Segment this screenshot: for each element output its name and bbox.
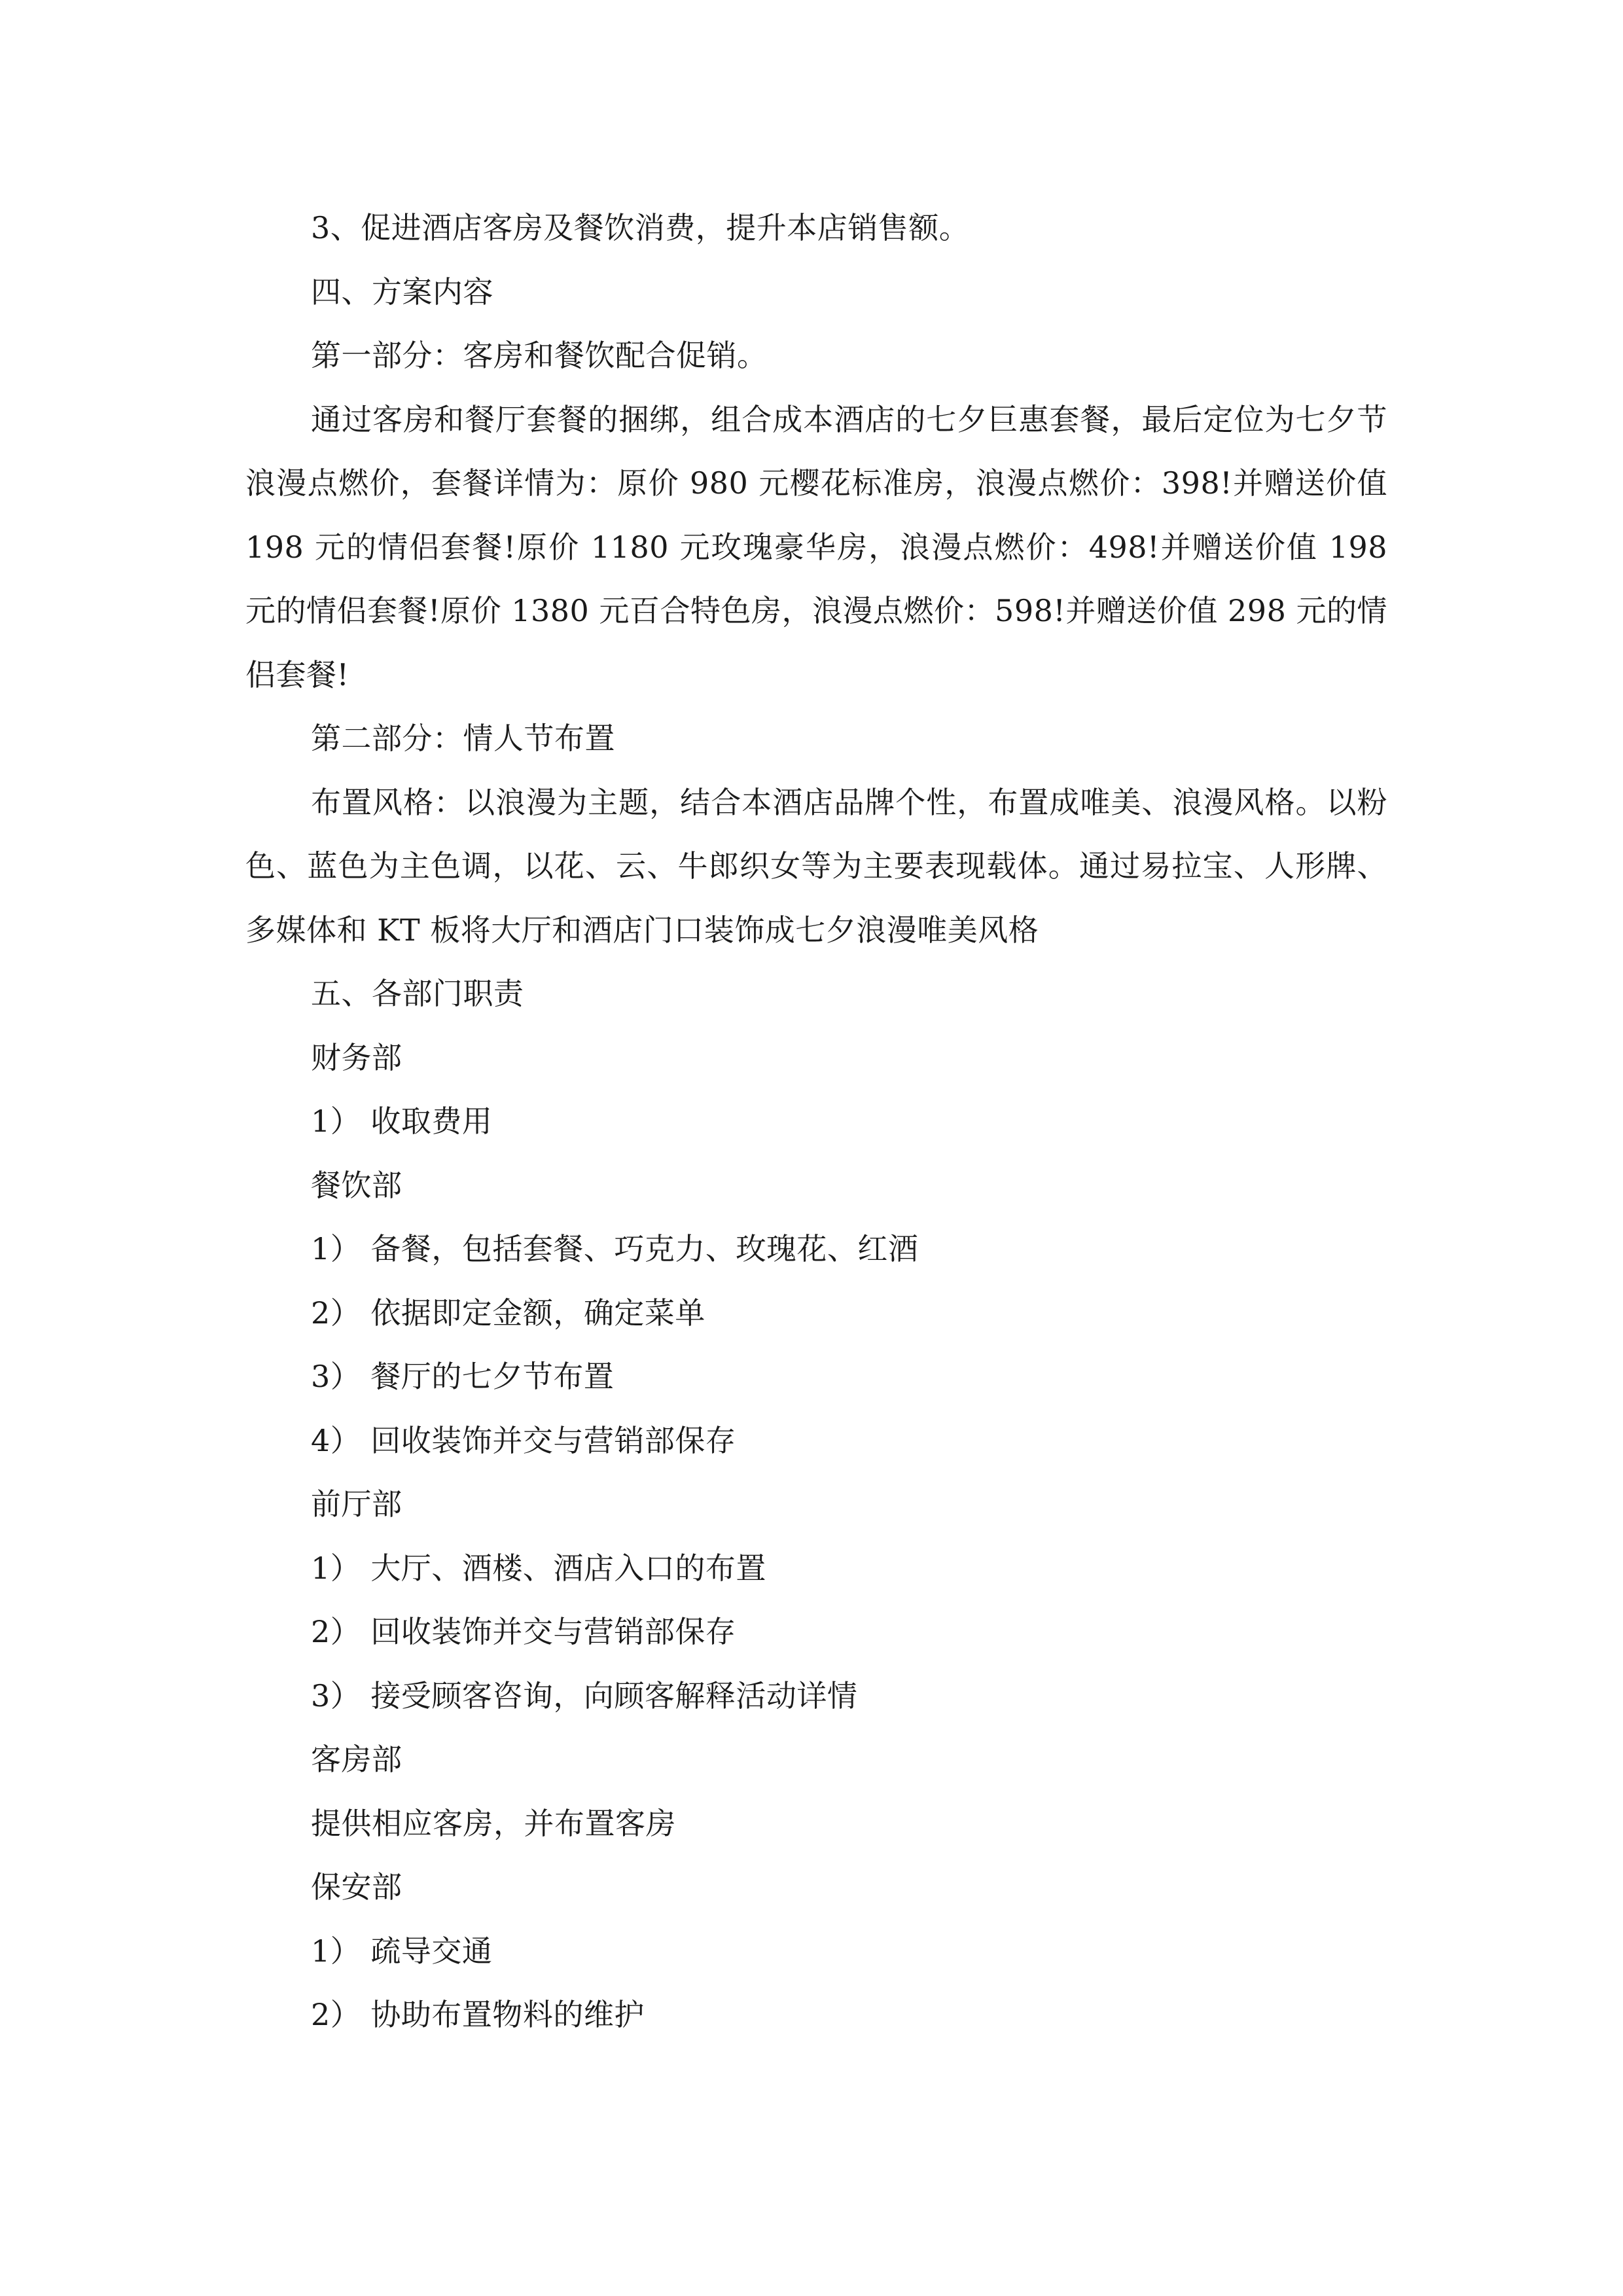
document-body <box>245 196 1387 2047</box>
rooms-item: 提供相应客房，并布置客房 <box>311 1805 676 1841</box>
section-heading-plan-content: 四、方案内容 <box>311 274 493 310</box>
front-desk-item: 3） 接受顾客咨询，向顾客解释活动详情 <box>311 1677 858 1713</box>
decoration-style-paragraph: 布置风格：以浪漫为主题，结合本酒店品牌个性，布置成唯美、浪漫风格。以粉色、蓝色为主色调，以花、云、牛郎织女等为主要表现载体。通过易拉宝、人形牌、多媒体和 KT 板将大厅和酒店门口装饰成七夕浪漫唯美风格 <box>245 784 1387 948</box>
part-2-heading: 第二部分：情人节布置 <box>311 721 615 756</box>
finance-item: 1） 收取费用 <box>311 1103 493 1139</box>
department-title-front-desk: 前厅部 <box>311 1486 402 1522</box>
department-title-catering: 餐饮部 <box>311 1167 402 1203</box>
catering-item: 3） 餐厅的七夕节布置 <box>311 1359 615 1394</box>
front-desk-item: 2） 回收装饰并交与营销部保存 <box>311 1614 736 1649</box>
security-item: 2） 协助布置物料的维护 <box>311 1997 645 2032</box>
department-title-rooms: 客房部 <box>311 1742 402 1777</box>
package-paragraph: 通过客房和餐厅套餐的捆绑，组合成本酒店的七夕巨惠套餐，最后定位为七夕节浪漫点燃价，套餐详情为：原价 980 元樱花标准房，浪漫点燃价：398!并赠送价值 198 元的情侣套餐!原价 1180 元玫瑰豪华房，浪漫点燃价：498!并赠送价值 198 元的情侣套餐!原价 1380 元百合特色房，浪漫点燃价：598!并赠送价值 298 元的情侣套餐! <box>245 401 1387 692</box>
department-title-security: 保安部 <box>311 1869 402 1905</box>
part-1-heading: 第一部分：客房和餐饮配合促销。 <box>311 338 768 373</box>
front-desk-item: 1） 大厅、酒楼、酒店入口的布置 <box>311 1550 766 1586</box>
catering-item: 2） 依据即定金额，确定菜单 <box>311 1295 705 1331</box>
department-title-finance: 财务部 <box>311 1039 402 1075</box>
section-heading-department-duties: 五、各部门职责 <box>311 976 524 1011</box>
catering-item: 4） 回收装饰并交与营销部保存 <box>311 1422 736 1458</box>
objective-item-3: 3、促进酒店客房及餐饮消费，提升本店销售额。 <box>311 210 970 245</box>
catering-item: 1） 备餐，包括套餐、巧克力、玫瑰花、红酒 <box>311 1231 919 1266</box>
security-item: 1） 疏导交通 <box>311 1933 493 1969</box>
